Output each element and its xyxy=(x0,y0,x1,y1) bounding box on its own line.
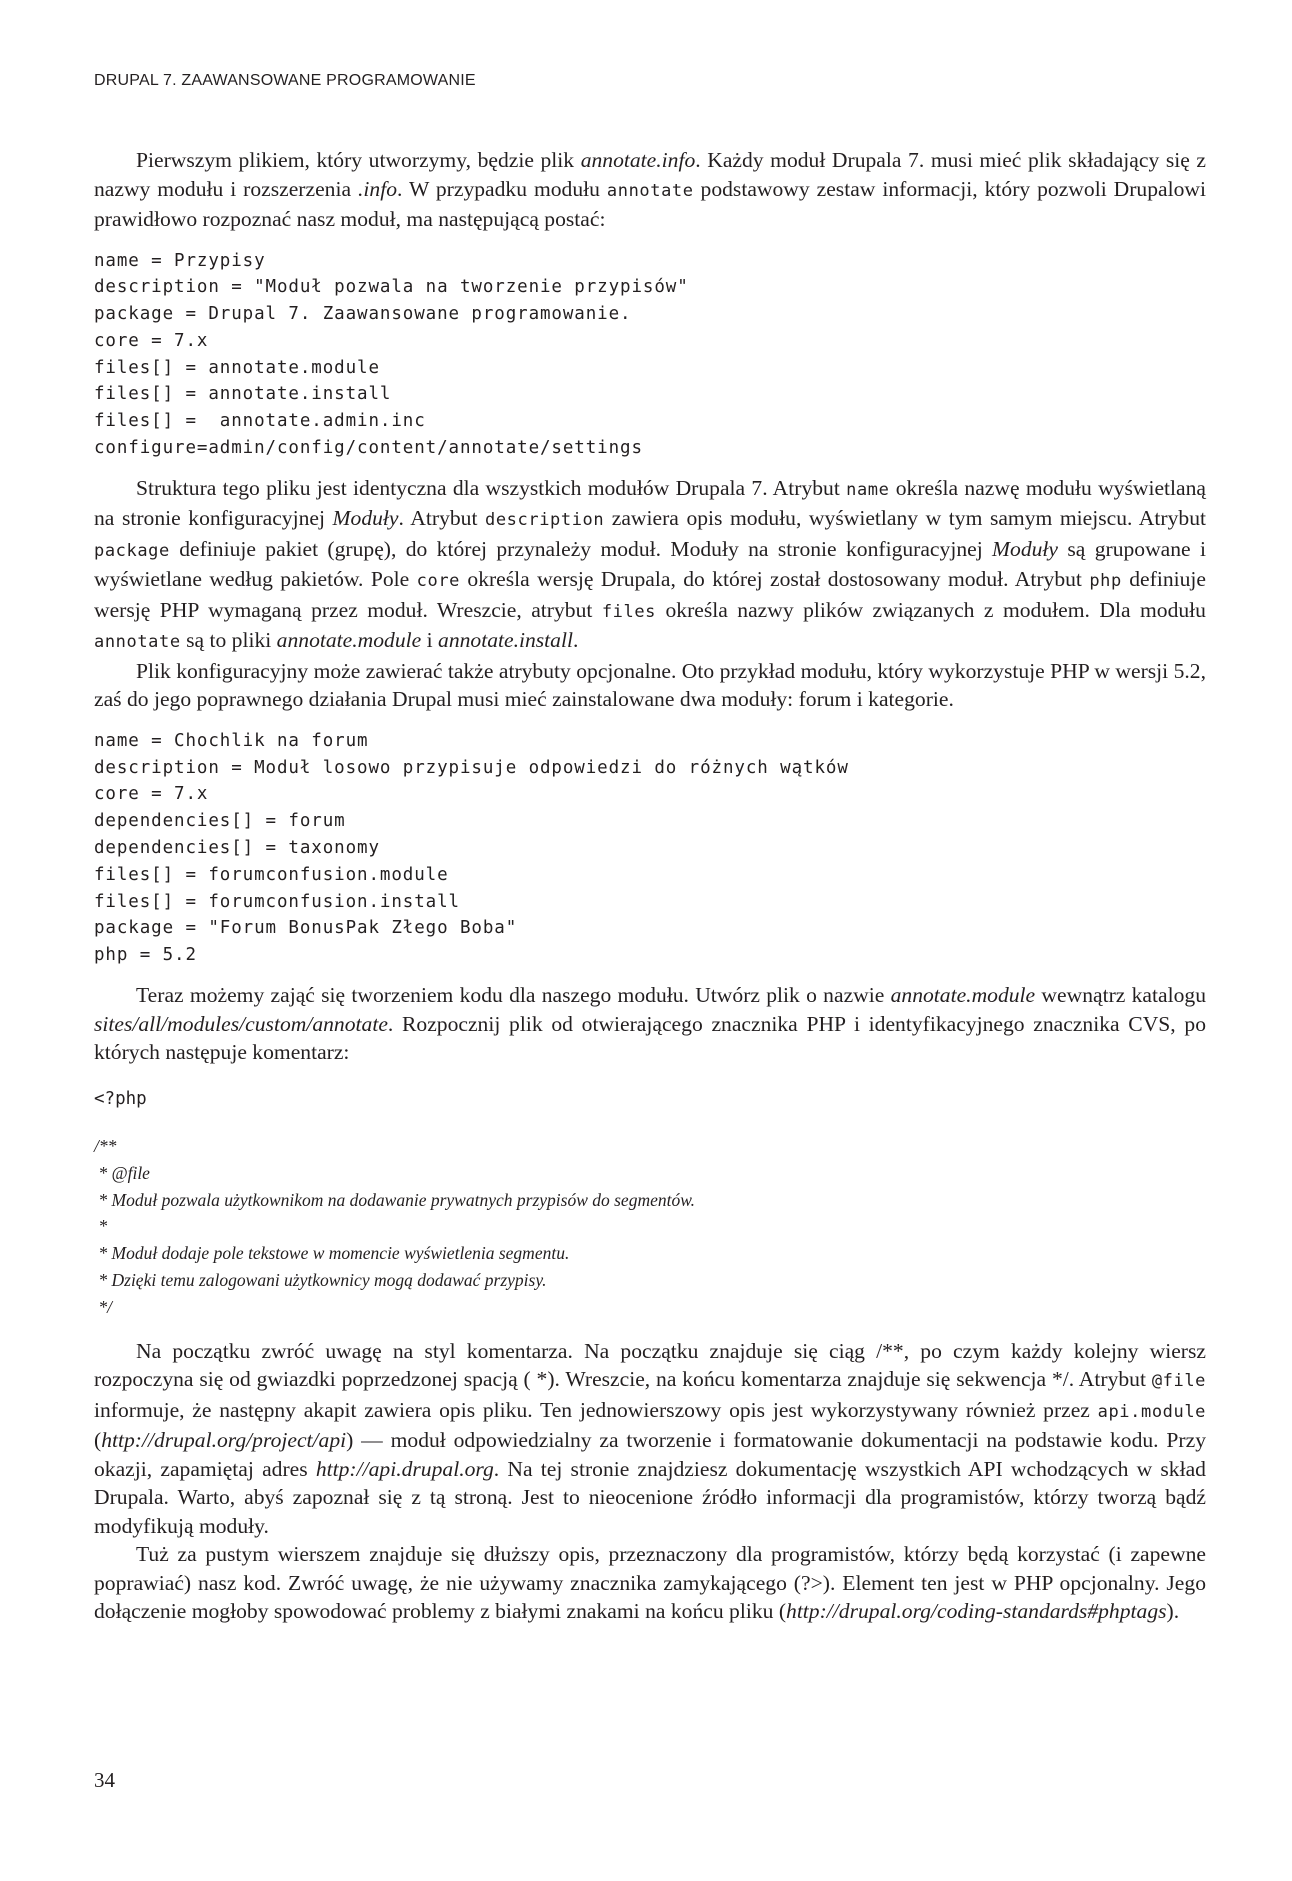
text: . Rozpocznij plik od otwierającego znacznika PHP i identyfikacyjnego znacznika CVS, po których następuje komentarz: xyxy=(94,1011,1206,1065)
code-line: files[] = annotate.install xyxy=(94,384,392,405)
path: sites/all/modules/custom/annotate xyxy=(94,1011,388,1036)
comment-line: /** xyxy=(94,1136,117,1157)
inline-code: package xyxy=(94,540,170,561)
code-line: package = "Forum BonusPak Złego Boba" xyxy=(94,918,518,939)
comment-line: * Dzięki temu zalogowani użytkownicy mogą dodawać przypisy. xyxy=(94,1270,547,1291)
inline-code: annotate xyxy=(94,632,181,653)
url: http://api.drupal.org xyxy=(315,1456,494,1481)
text: . W przypadku modułu xyxy=(397,176,607,201)
code-line: files[] = annotate.admin.inc xyxy=(94,411,426,432)
inline-code: api.module xyxy=(1097,1401,1206,1422)
code-line: name = Chochlik na forum xyxy=(94,730,369,751)
inline-code: php xyxy=(1089,571,1122,592)
text: Tuż za pustym wierszem znajduje się dłuższy opis, przeznaczony dla programistów, którzy będą korzystać (i zapewne poprawiać) nasz kod. Zwróć uwagę, że nie używamy znacznika zamykającego (?>). Element ten jest w PHP opcjonalny. Jego dołączenie mogłoby spowodować problemy z białymi znakami na końcu pliku ( xyxy=(94,1542,1206,1624)
page-number: 34 xyxy=(94,1768,115,1792)
paragraph-module-file xyxy=(94,981,1206,1067)
text: Teraz możemy zająć się tworzeniem kodu dla naszego modułu. Utwórz plik o nazwie xyxy=(136,983,891,1008)
filename: annotate.module xyxy=(890,983,1036,1008)
comment-line: * Moduł pozwala użytkownikom na dodawanie prywatnych przypisów do segmentów. xyxy=(94,1189,695,1210)
paragraph-closing-tag xyxy=(94,1540,1206,1626)
code-line: php = 5.2 xyxy=(94,945,197,966)
code-line: configure=admin/config/content/annotate/settings xyxy=(94,438,643,459)
comment-line: * Moduł dodaje pole tekstowe w momencie wyświetlenia segmentu. xyxy=(94,1243,570,1264)
code-line: package = Drupal 7. Zaawansowane programowanie. xyxy=(94,304,632,325)
text: informuje, że następny akapit zawiera opis pliku. Ten jednowierszowy opis jest wykorzystywany również przez xyxy=(94,1397,1098,1422)
text: podstawowy zestaw informacji, który pozwoli Drupalowi prawidłowo rozpoznać nasz moduł, ma następującą postać: xyxy=(94,176,1206,231)
text: są to pliki xyxy=(180,628,277,653)
code-comment-block xyxy=(94,1133,1206,1321)
url: http://drupal.org/coding-standards#phptags xyxy=(786,1599,1167,1624)
emphasis: Moduły xyxy=(332,506,399,531)
code-line: name = Przypisy xyxy=(94,250,266,271)
code-line: core = 7.x xyxy=(94,330,209,351)
text: ). xyxy=(1166,1599,1180,1624)
code-line: description = Moduł losowo przypisuje odpowiedzi do różnych wątków xyxy=(94,757,849,778)
code-block-example xyxy=(94,728,1206,969)
text: są grupowane i wyświetlane według pakietów. Pole xyxy=(94,536,1206,592)
text: definiuje wersję PHP wymaganą przez moduł. Wreszcie, atrybut xyxy=(94,567,1206,622)
text: Pierwszym plikiem, który utworzymy, będzie plik xyxy=(136,148,581,172)
text: Na początku zwróć uwagę na styl komentarza. Na początku znajduje się ciąg /**, po czym każdy kolejny wiersz rozpoczyna się od gwiazdki poprzedzonej spacją ( *). Wreszcie, na końcu komentarza znajduje się sekwencja */. Atrybut xyxy=(94,1338,1206,1392)
inline-code: annotate xyxy=(606,180,694,201)
emphasis: Moduły xyxy=(992,536,1059,561)
text: Struktura tego pliku jest identyczna dla wszystkich modułów Drupala 7. Atrybut xyxy=(136,475,847,500)
comment-line: * @file xyxy=(94,1162,150,1183)
text: . Na tej stronie znajdziesz dokumentację wszystkich API wchodzących w skład Drupala. Warto, abyś zapoznał się z tą stroną. Jest to nieocenione źródło informacji dla programistów, którzy tworzą bądź modyfikują moduły. xyxy=(94,1456,1206,1538)
php-open-tag: <?php xyxy=(94,1088,147,1109)
code-line: core = 7.x xyxy=(94,784,209,805)
paragraph-intro xyxy=(94,146,1206,234)
code-line: dependencies[] = forum xyxy=(94,811,346,832)
text: określa wersję Drupala, do której został dostosowany moduł. Atrybut xyxy=(460,567,1090,592)
filename: annotate.module xyxy=(276,628,422,653)
comment-line: */ xyxy=(94,1296,112,1317)
text: . Każdy moduł Drupala 7. musi mieć plik składający się z nazwy modułu i rozszerzenia xyxy=(94,148,1206,201)
inline-code: @file xyxy=(1151,1371,1206,1392)
paragraph-optional-attributes: Plik konfiguracyjny może zawierać także atrybuty opcjonalne. Oto przykład modułu, który wykorzystuje PHP w wersji 5.2, zaś do jego poprawnego działania Drupal musi mieć zainstalowane dwa moduły: forum i kategorie. xyxy=(94,658,1206,712)
code-line: files[] = annotate.module xyxy=(94,357,380,378)
filename: annotate.info xyxy=(580,148,696,172)
inline-code: name xyxy=(846,479,890,500)
code-line: dependencies[] = taxonomy xyxy=(94,838,380,859)
text: zawiera opis modułu, wyświetlany w tym samym miejscu. Atrybut xyxy=(604,506,1206,531)
text: definiuje pakiet (grupę), do której przynależy moduł. Moduły na stronie konfiguracyjnej xyxy=(169,536,993,561)
filename: annotate.install xyxy=(438,628,573,653)
page-content xyxy=(94,146,1206,1626)
paragraph-structure xyxy=(94,474,1206,657)
comment-line: * xyxy=(94,1216,108,1237)
code-line: files[] = forumconfusion.install xyxy=(94,891,460,912)
text: . Atrybut xyxy=(398,506,486,531)
text: określa nazwy plików związanych z modułem. Dla modułu xyxy=(656,597,1206,622)
inline-code: description xyxy=(485,510,605,531)
extension: .info xyxy=(358,176,397,201)
inline-code: files xyxy=(601,601,657,622)
text: ) — moduł odpowiedzialny za tworzenie i formatowanie dokumentacji na podstawie kodu. Przy okazji, zapamiętaj adres xyxy=(94,1428,1206,1481)
inline-code: core xyxy=(416,571,460,592)
code-line: files[] = forumconfusion.module xyxy=(94,864,449,885)
code-line: description = "Moduł pozwala na tworzenie przypisów" xyxy=(94,277,689,298)
text: wewnątrz katalogu xyxy=(1035,983,1206,1008)
running-header: DRUPAL 7. ZAAWANSOWANE PROGRAMOWANIE xyxy=(94,72,476,89)
url: http://drupal.org/project/api xyxy=(101,1428,347,1453)
text: ( xyxy=(94,1428,102,1453)
text: . xyxy=(572,628,579,653)
code-block-info-file xyxy=(94,248,1206,462)
text: i xyxy=(421,628,439,653)
paragraph-comment-style xyxy=(94,1337,1206,1541)
text: określa nazwę modułu wyświetlaną na stronie konfiguracyjnej xyxy=(94,475,1207,531)
